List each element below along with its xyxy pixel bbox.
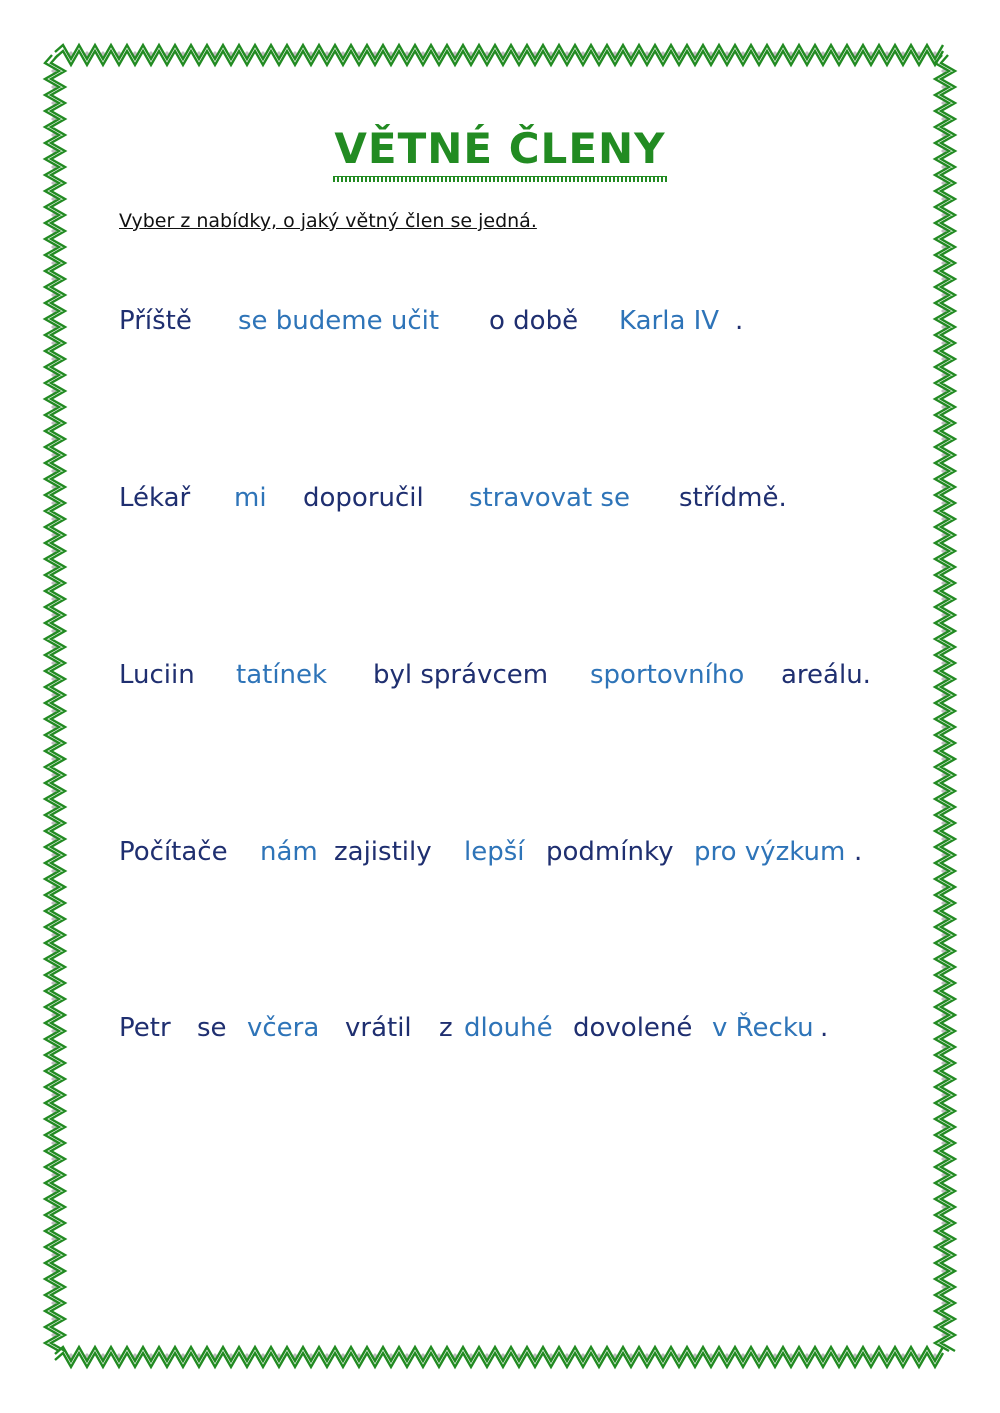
page-title: VĚTNÉ ČLENY <box>334 124 666 173</box>
sentence-word[interactable]: lepší <box>464 837 525 867</box>
sentence-word[interactable]: se <box>197 1013 227 1043</box>
sentence-word[interactable]: o době <box>489 306 579 336</box>
sentence-word[interactable]: areálu. <box>781 660 871 690</box>
sentence-word[interactable]: Počítače <box>119 837 228 867</box>
sentence-word: . <box>854 837 863 867</box>
sentence-word[interactable]: nám <box>260 837 318 867</box>
sentence-word[interactable]: zajistily <box>334 837 432 867</box>
sentence-word[interactable]: podmínky <box>546 837 674 867</box>
instruction-text: Vyber z nabídky, o jaký větný člen se jedná. <box>119 210 537 232</box>
sentence-word[interactable]: stravovat se <box>469 483 630 513</box>
sentence-word: . <box>735 306 744 336</box>
sentence-word: . <box>820 1013 829 1043</box>
title-underline <box>333 176 667 182</box>
sentence-word[interactable]: sportovního <box>590 660 745 690</box>
sentence-word[interactable]: mi <box>234 483 267 513</box>
sentence-word[interactable]: dovolené <box>573 1013 693 1043</box>
sentence-word[interactable]: Lékař <box>119 483 191 513</box>
sentence-word[interactable]: vrátil <box>345 1013 412 1043</box>
sentence-word[interactable]: pro výzkum <box>694 837 846 867</box>
sentence-word[interactable]: Petr <box>119 1013 171 1043</box>
sentence-word[interactable]: v Řecku <box>712 1013 814 1043</box>
sentence-word[interactable]: Příště <box>119 306 192 336</box>
sentence-word[interactable]: tatínek <box>236 660 328 690</box>
sentence-word[interactable]: dlouhé <box>464 1013 553 1043</box>
sentence-word[interactable]: Karla IV <box>619 306 720 336</box>
sentence-word[interactable]: doporučil <box>303 483 424 513</box>
sentence-word[interactable]: byl správcem <box>373 660 549 690</box>
sentence-word[interactable]: z <box>439 1013 453 1043</box>
sentence-word[interactable]: se budeme učit <box>238 306 440 336</box>
sentence-word[interactable]: Luciin <box>119 660 195 690</box>
sentence-word[interactable]: včera <box>247 1013 320 1043</box>
sentence-word[interactable]: střídmě. <box>679 483 787 513</box>
